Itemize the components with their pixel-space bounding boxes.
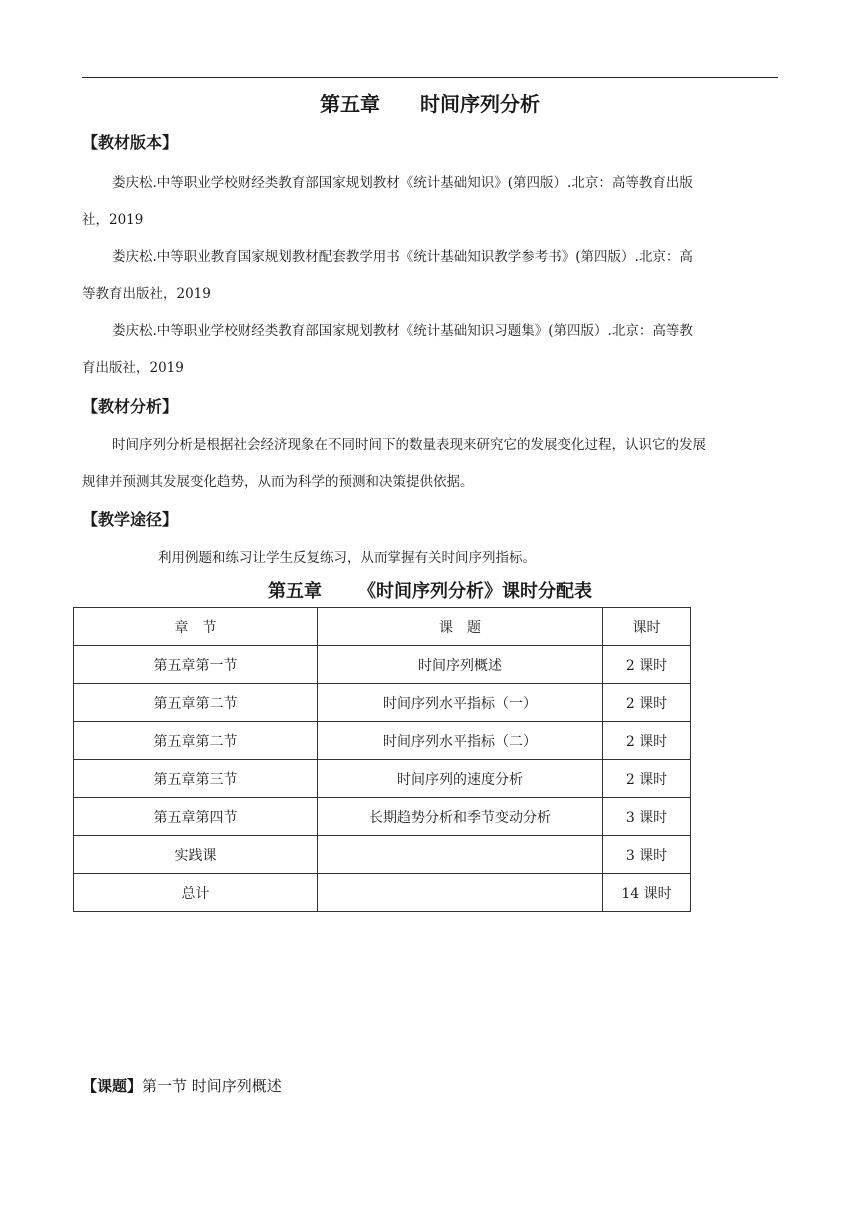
cell-hours: 2 课时 bbox=[603, 684, 691, 722]
table-header-row bbox=[74, 608, 691, 646]
cell-topic: 时间序列水平指标（一） bbox=[318, 684, 603, 722]
cell-section: 第五章第一节 bbox=[74, 646, 318, 684]
header-rule bbox=[82, 77, 778, 78]
table-row bbox=[74, 836, 691, 874]
reference-line: 社，2019 bbox=[82, 212, 144, 228]
chapter-name: 时间序列分析 bbox=[420, 92, 540, 116]
schedule-table bbox=[73, 607, 691, 912]
analysis-line: 规律并预测其发展变化趋势，从而为科学的预测和决策提供依据。 bbox=[82, 474, 474, 490]
lesson-label: 【课题】 bbox=[82, 1077, 143, 1095]
header-hours: 课时 bbox=[603, 608, 691, 646]
teaching-route-text: 利用例题和练习让学生反复练习，从而掌握有关时间序列指标。 bbox=[158, 550, 536, 566]
cell-topic: 时间序列的速度分析 bbox=[318, 760, 603, 798]
schedule-title bbox=[0, 579, 860, 605]
schedule-title-name: 《时间序列分析》课时分配表 bbox=[358, 581, 592, 602]
reference-line: 娄庆松.中等职业学校财经类教育部国家规划教材《统计基础知识》(第四版）.北京：高等教育出版 bbox=[112, 175, 693, 191]
textbook-analysis-text bbox=[82, 427, 782, 501]
chapter-title bbox=[0, 90, 860, 118]
textbook-version-heading: 【教材版本】 bbox=[82, 133, 179, 152]
table-row bbox=[74, 684, 691, 722]
cell-topic bbox=[318, 836, 603, 874]
cell-hours: 3 课时 bbox=[603, 798, 691, 836]
cell-hours: 2 课时 bbox=[603, 646, 691, 684]
cell-topic: 时间序列概述 bbox=[318, 646, 603, 684]
textbook-analysis-heading: 【教材分析】 bbox=[82, 397, 179, 416]
cell-topic: 时间序列水平指标（二） bbox=[318, 722, 603, 760]
lesson-text: 第一节 时间序列概述 bbox=[142, 1077, 282, 1095]
cell-hours: 14 课时 bbox=[603, 874, 691, 912]
cell-section: 第五章第四节 bbox=[74, 798, 318, 836]
cell-hours: 2 课时 bbox=[603, 760, 691, 798]
analysis-line: 时间序列分析是根据社会经济现象在不同时间下的数量表现来研究它的发展变化过程，认识它的发展 bbox=[112, 437, 706, 453]
header-topic: 课 题 bbox=[318, 608, 603, 646]
cell-hours: 3 课时 bbox=[603, 836, 691, 874]
table-row bbox=[74, 722, 691, 760]
cell-hours: 2 课时 bbox=[603, 722, 691, 760]
cell-section: 实践课 bbox=[74, 836, 318, 874]
table-row bbox=[74, 760, 691, 798]
textbook-reference-3 bbox=[82, 313, 782, 387]
textbook-reference-2 bbox=[82, 239, 782, 313]
teaching-route-heading: 【教学途径】 bbox=[82, 510, 179, 529]
cell-topic bbox=[318, 874, 603, 912]
reference-line: 育出版社，2019 bbox=[82, 360, 184, 376]
cell-section: 第五章第二节 bbox=[74, 684, 318, 722]
cell-section: 第五章第三节 bbox=[74, 760, 318, 798]
table-row-total bbox=[74, 874, 691, 912]
textbook-reference-1 bbox=[82, 165, 782, 239]
lesson-topic bbox=[82, 1074, 282, 1098]
table-row bbox=[74, 798, 691, 836]
header-section: 章 节 bbox=[74, 608, 318, 646]
cell-section: 总计 bbox=[74, 874, 318, 912]
cell-topic: 长期趋势分析和季节变动分析 bbox=[318, 798, 603, 836]
chapter-number: 第五章 bbox=[320, 92, 380, 116]
reference-line: 娄庆松.中等职业学校财经类教育部国家规划教材《统计基础知识习题集》(第四版）.北京：高等教 bbox=[112, 323, 693, 339]
table-row bbox=[74, 646, 691, 684]
reference-line: 娄庆松.中等职业教育国家规划教材配套教学用书《统计基础知识教学参考书》(第四版）.北京：高 bbox=[112, 249, 693, 265]
schedule-title-chapter: 第五章 bbox=[268, 581, 322, 602]
reference-line: 等教育出版社，2019 bbox=[82, 286, 211, 302]
cell-section: 第五章第二节 bbox=[74, 722, 318, 760]
